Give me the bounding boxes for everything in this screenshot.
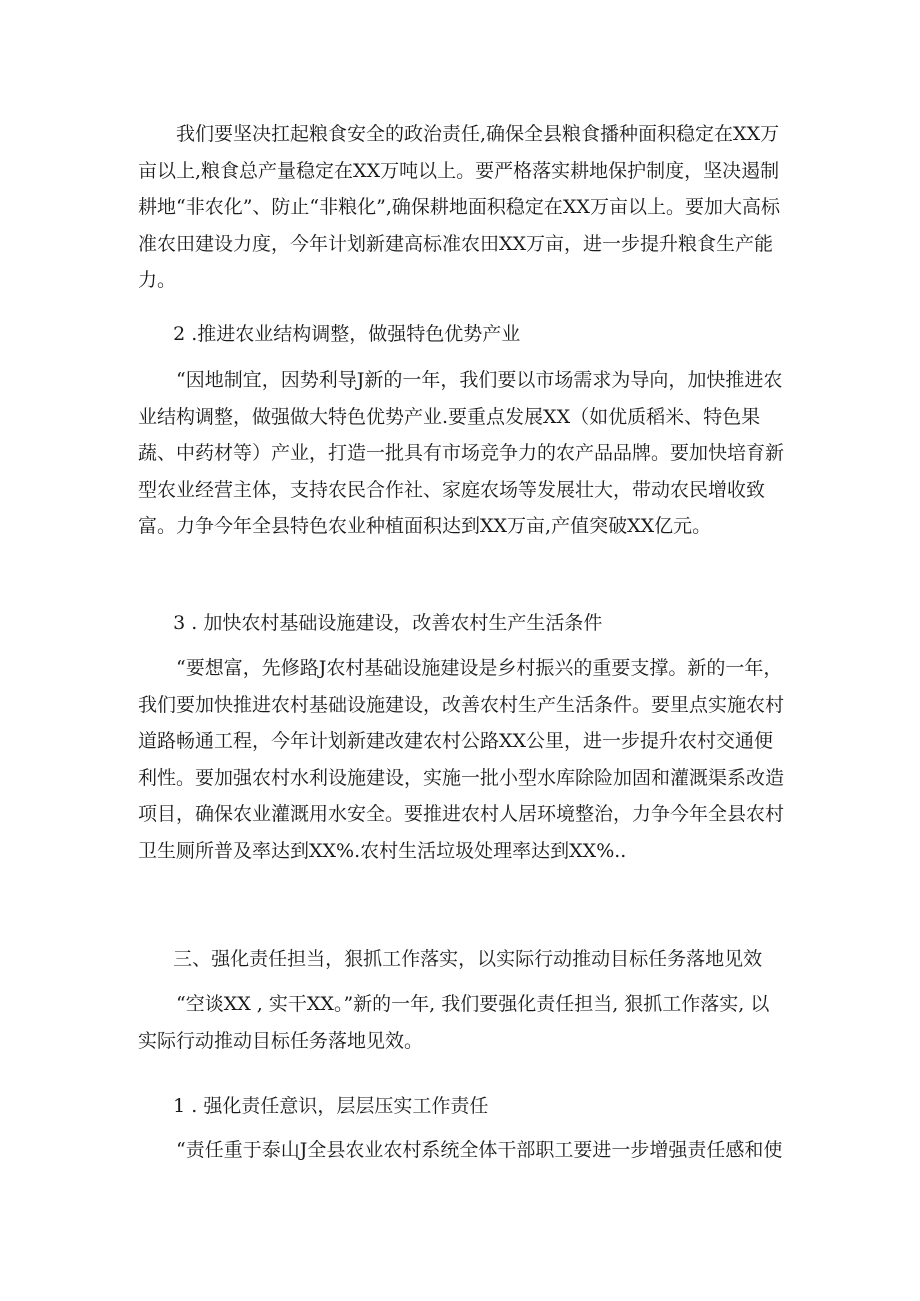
heading-agricultural-structure: 2 .推进农业结构调整，做强特色优势产业 — [173, 323, 521, 345]
paragraph-responsibility: “责任重于泰山J全县农业农村系统全体干部职工要进一步增强责任感和使 — [176, 1139, 783, 1161]
heading-rural-infrastructure: 3 . 加快农村基础设施建设，改善农村生产生活条件 — [173, 612, 603, 634]
paragraph-section-three: “空谈XX , 实干XX。”新的一年, 我们要强化责任担当, 狠抓工作落实, 以实际行动推动目标任务落地见效。 — [138, 993, 770, 1052]
heading-responsibility: 1 . 强化责任意识，层层压实工作责任 — [173, 1095, 489, 1117]
paragraph-rural-infrastructure: “要想富，先修路J农村基础设施建设是乡村振兴的重要支撑。新的一年，我们要加快推进农村基础设施建设，改善农村生产生活条件。要里点实施农村道路畅通工程，今年计划新建改建农村公路XX公里，进一步提升农村交通便利性。要加强农村水利设施建设，实施一批小型水库除险加固和灌溉渠系改造项目，确保农业灌溉用水安全。要推进农村人居环境整治，力争今年全县农村卫生厕所普及率达到XX%.农村生活垃圾处理率达到XX%.. — [138, 657, 785, 862]
paragraph-grain-security: 我们要坚决扛起粮食安全的政治责任,确保全县粮食播种面积稳定在XX万亩以上,粮食总产量稳定在XX万吨以上。要严格落实耕地保护制度，坚决遏制耕地“非农化”、防止“非粮化”,确保耕地面积稳定在XX万亩以上。要加大高标准农田建设力度，今年计划新建高标准农田XX万亩，进一步提升粮食生产能力。 — [138, 123, 780, 291]
heading-section-three: 三、强化责任担当，狠抓工作落实，以实际行动推动目标任务落地见效 — [173, 948, 763, 970]
paragraph-agricultural-structure: “因地制宜，因势利导J新的一年，我们要以市场需求为导向，加快推进农业结构调整，做强做大特色优势产业.要重点发展XX（如优质稻米、特色果蔬、中药材等）产业，打造一批具有市场竞争力的农产品品牌。要加快培育新型农业经营主体，支持农民合作社、家庭农场等发展壮大，带动农民增收致富。力争今年全县特色农业种植面积达到XX万亩,产值突破XX亿元。 — [138, 369, 785, 537]
